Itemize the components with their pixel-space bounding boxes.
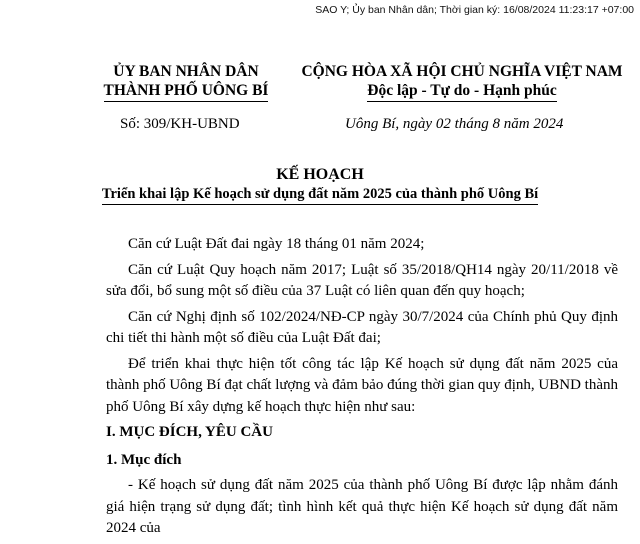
document-subtitle	[0, 186, 640, 205]
digital-signature-stamp: SAO Y; Ủy ban Nhân dân; Thời gian ký: 16/08/2024 11:23:17 +07:00	[315, 4, 634, 16]
nation-name: CỘNG HÒA XÃ HỘI CHỦ NGHĨA VIỆT NAM	[301, 63, 623, 80]
paragraph: Để triển khai thực hiện tốt công tác lập Kế hoạch sử dụng đất năm 2025 của thành phố Uông Bí đạt chất lượng và đảm bảo đúng thời gian quy định, UBND thành phố Uông Bí xây dựng kế hoạch thực hiện như sau:	[106, 355, 618, 415]
national-header	[292, 62, 632, 102]
paragraph: Căn cứ Luật Quy hoạch năm 2017; Luật số 35/2018/QH14 ngày 20/11/2018 về sửa đổi, bổ sung một số điều của 37 Luật có liên quan đến quy hoạch;	[106, 261, 618, 299]
issuing-agency	[98, 62, 274, 102]
paragraph: Căn cứ Nghị định số 102/2024/NĐ-CP ngày 30/7/2024 của Chính phủ Quy định chi tiết thi hành một số điều của Luật Đất đai;	[106, 308, 618, 346]
paragraph: Căn cứ Luật Đất đai ngày 18 tháng 01 năm 2024;	[128, 236, 425, 252]
document-title: KẾ HOẠCH	[276, 166, 364, 183]
section-heading: I. MỤC ĐÍCH, YÊU CẦU	[106, 424, 273, 440]
paragraph: - Kế hoạch sử dụng đất năm 2025 của thành phố Uông Bí được lập nhằm đánh giá hiện trạng sử dụng đất; tình hình kết quả thực hiện Kế hoạch sử dụng đất năm 2024 của	[106, 477, 618, 536]
agency-line-2: THÀNH PHỐ UÔNG BÍ	[104, 81, 269, 102]
document-subtitle-text: Triển khai lập Kế hoạch sử dụng đất năm 2025 của thành phố Uông Bí	[102, 186, 538, 205]
document-number: Số: 309/KH-UBND	[120, 116, 240, 132]
subsection-heading: 1. Mục đích	[106, 451, 182, 468]
national-motto: Độc lập - Tự do - Hạnh phúc	[367, 81, 556, 102]
agency-line-1: ỦY BAN NHÂN DÂN	[113, 63, 259, 80]
document-body	[106, 234, 618, 544]
place-and-date: Uông Bí, ngày 02 tháng 8 năm 2024	[345, 116, 564, 132]
